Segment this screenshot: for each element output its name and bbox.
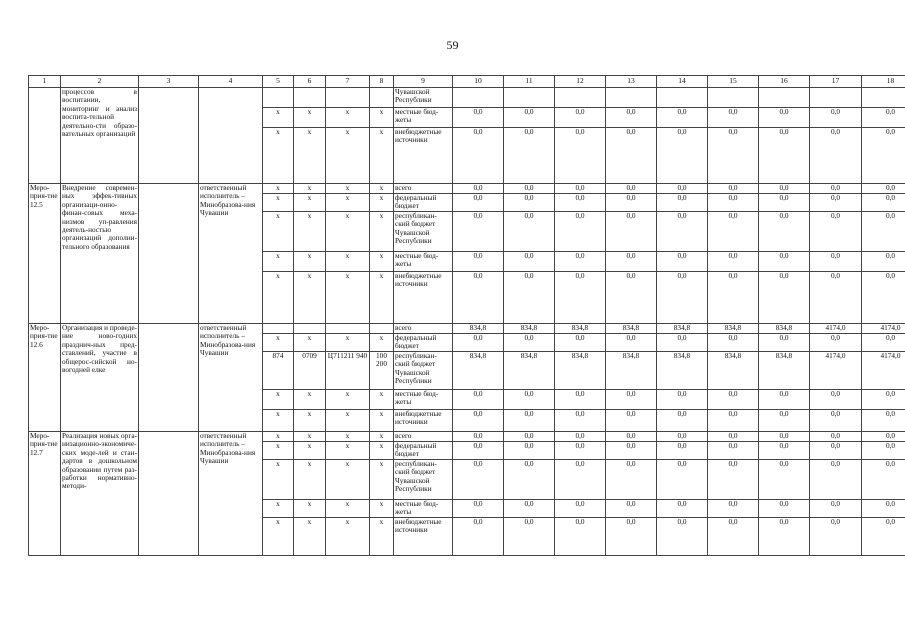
funding-source-cell: Чувашской Республики xyxy=(394,88,453,108)
amount-cell: 0,0 xyxy=(453,410,504,432)
target-article-cell: x xyxy=(326,128,370,184)
expense-type-cell: x xyxy=(370,272,394,324)
amount-cell: 0,0 xyxy=(708,500,759,518)
amount-cell: 0,0 xyxy=(453,128,504,184)
amount-cell: 0,0 xyxy=(453,518,504,556)
amount-cell: 0,0 xyxy=(606,252,657,272)
amount-cell: 0,0 xyxy=(606,334,657,352)
funding-source-cell: внебюджетные источники xyxy=(394,410,453,432)
amount-cell: 0,0 xyxy=(504,500,555,518)
amount-cell xyxy=(657,88,708,108)
amount-cell: 0,0 xyxy=(862,272,905,324)
section-cell: x xyxy=(294,518,326,556)
amount-cell: 834,8 xyxy=(759,324,810,334)
grbs-cell: x xyxy=(263,108,294,128)
executor-cell xyxy=(199,88,263,184)
amount-cell: 0,0 xyxy=(453,432,504,442)
expense-type-cell: x xyxy=(370,442,394,460)
amount-cell: 834,8 xyxy=(504,324,555,334)
funding-source-cell: республикан-ский бюджет Чувашской Республики xyxy=(394,352,453,390)
amount-cell: 0,0 xyxy=(657,460,708,500)
amount-cell xyxy=(504,88,555,108)
amount-cell: 0,0 xyxy=(555,252,606,272)
col3-cell xyxy=(139,184,199,324)
section-cell: x xyxy=(294,390,326,410)
amount-cell: 0,0 xyxy=(708,460,759,500)
grbs-cell xyxy=(263,88,294,108)
table-row xyxy=(29,324,905,334)
section-cell: x xyxy=(294,252,326,272)
amount-cell: 0,0 xyxy=(555,212,606,252)
amount-cell: 0,0 xyxy=(504,108,555,128)
grbs-cell: x xyxy=(263,500,294,518)
amount-cell: 0,0 xyxy=(810,442,862,460)
expense-type-cell: x xyxy=(370,460,394,500)
amount-cell: 0,0 xyxy=(657,252,708,272)
grbs-cell: x xyxy=(263,432,294,442)
header-cell: 8 xyxy=(370,76,394,88)
amount-cell: 0,0 xyxy=(555,272,606,324)
funding-source-cell: местные бюд-жеты xyxy=(394,390,453,410)
header-cell: 12 xyxy=(555,76,606,88)
target-article-cell: x xyxy=(326,184,370,194)
amount-cell: 0,0 xyxy=(606,410,657,432)
amount-cell: 0,0 xyxy=(453,108,504,128)
amount-cell: 0,0 xyxy=(708,334,759,352)
amount-cell: 0,0 xyxy=(708,252,759,272)
amount-cell: 0,0 xyxy=(453,212,504,252)
amount-cell: 0,0 xyxy=(810,194,862,212)
event-code-cell xyxy=(29,88,61,184)
section-cell: x xyxy=(294,194,326,212)
event-name-cell: Внедрение современ-ных эффек-тивных организаци-онно-финан-совых меха-низмов уп-равления деятель-ностью организаций дополни-тельного образования xyxy=(61,184,139,324)
amount-cell: 834,8 xyxy=(555,324,606,334)
amount-cell: 0,0 xyxy=(555,128,606,184)
target-article-cell: x xyxy=(326,334,370,352)
amount-cell: 0,0 xyxy=(862,212,905,252)
target-article-cell: x xyxy=(326,194,370,212)
amount-cell: 0,0 xyxy=(555,194,606,212)
amount-cell: 0,0 xyxy=(862,500,905,518)
funding-source-cell: всего xyxy=(394,184,453,194)
amount-cell: 0,0 xyxy=(657,334,708,352)
amount-cell: 0,0 xyxy=(759,128,810,184)
funding-source-cell: местные бюд-жеты xyxy=(394,500,453,518)
funding-source-cell: внебюджетные источники xyxy=(394,272,453,324)
amount-cell: 0,0 xyxy=(555,432,606,442)
grbs-cell: x xyxy=(263,272,294,324)
grbs-cell: x xyxy=(263,128,294,184)
event-name-cell: процессов в воспитании, мониторинг и анализ воспита-тельной деятельно-сти образо-вательных организаций xyxy=(61,88,139,184)
amount-cell: 0,0 xyxy=(555,334,606,352)
header-cell: 15 xyxy=(708,76,759,88)
amount-cell: 0,0 xyxy=(504,334,555,352)
section-cell: x xyxy=(294,432,326,442)
amount-cell: 0,0 xyxy=(810,184,862,194)
amount-cell: 0,0 xyxy=(759,410,810,432)
expense-type-cell: x xyxy=(370,334,394,352)
amount-cell: 0,0 xyxy=(759,252,810,272)
expense-type-cell: 100 200 xyxy=(370,352,394,390)
amount-cell xyxy=(759,88,810,108)
amount-cell: 0,0 xyxy=(504,518,555,556)
amount-cell: 0,0 xyxy=(810,212,862,252)
amount-cell: 0,0 xyxy=(657,108,708,128)
amount-cell xyxy=(862,88,905,108)
amount-cell: 0,0 xyxy=(708,442,759,460)
header-cell: 5 xyxy=(263,76,294,88)
expense-type-cell: x xyxy=(370,128,394,184)
section-cell: 0709 xyxy=(294,352,326,390)
target-article-cell: x xyxy=(326,432,370,442)
page-number: 59 xyxy=(446,38,459,52)
amount-cell: 0,0 xyxy=(862,194,905,212)
amount-cell: 0,0 xyxy=(555,500,606,518)
amount-cell: 0,0 xyxy=(555,184,606,194)
amount-cell: 0,0 xyxy=(810,128,862,184)
target-article-cell: x xyxy=(326,442,370,460)
grbs-cell: x xyxy=(263,390,294,410)
target-article-cell: x xyxy=(326,272,370,324)
grbs-cell: x xyxy=(263,212,294,252)
expense-type-cell: x xyxy=(370,390,394,410)
amount-cell: 0,0 xyxy=(810,252,862,272)
grbs-cell: x xyxy=(263,194,294,212)
amount-cell: 0,0 xyxy=(657,212,708,252)
amount-cell: 834,8 xyxy=(453,352,504,390)
amount-cell: 0,0 xyxy=(759,194,810,212)
amount-cell: 834,8 xyxy=(453,324,504,334)
amount-cell: 0,0 xyxy=(708,272,759,324)
amount-cell: 0,0 xyxy=(810,410,862,432)
funding-source-cell: республикан-ский бюджет Чувашской Республики xyxy=(394,460,453,500)
amount-cell: 0,0 xyxy=(606,442,657,460)
col3-cell xyxy=(139,432,199,556)
grbs-cell: x xyxy=(263,410,294,432)
executor-cell: ответственный исполнитель – Минобразова-ния Чувашии xyxy=(199,324,263,432)
funding-source-cell: федеральный бюджет xyxy=(394,334,453,352)
amount-cell: 0,0 xyxy=(708,108,759,128)
amount-cell: 0,0 xyxy=(453,460,504,500)
amount-cell: 0,0 xyxy=(453,184,504,194)
grbs-cell: 874 xyxy=(263,352,294,390)
amount-cell: 4174,0 xyxy=(862,352,905,390)
grbs-cell: x xyxy=(263,184,294,194)
section-cell: x xyxy=(294,500,326,518)
amount-cell xyxy=(555,88,606,108)
target-article-cell: x xyxy=(326,500,370,518)
funding-source-cell: всего xyxy=(394,324,453,334)
section-cell: x xyxy=(294,334,326,352)
amount-cell: 834,8 xyxy=(606,324,657,334)
amount-cell: 0,0 xyxy=(810,108,862,128)
amount-cell: 0,0 xyxy=(453,442,504,460)
event-code-cell: Меро-прия-тие 12.6 xyxy=(29,324,61,432)
amount-cell: 834,8 xyxy=(708,352,759,390)
amount-cell: 0,0 xyxy=(555,442,606,460)
header-cell: 2 xyxy=(61,76,139,88)
amount-cell: 0,0 xyxy=(759,460,810,500)
target-article-cell: x xyxy=(326,460,370,500)
amount-cell: 0,0 xyxy=(759,500,810,518)
amount-cell: 0,0 xyxy=(657,410,708,432)
target-article-cell: x xyxy=(326,252,370,272)
target-article-cell xyxy=(326,88,370,108)
grbs-cell: x xyxy=(263,518,294,556)
amount-cell: 0,0 xyxy=(759,518,810,556)
target-article-cell: x xyxy=(326,212,370,252)
amount-cell: 0,0 xyxy=(759,272,810,324)
event-name-cell: Реализация новых орга-низационно-экономиче-ских моде-лей и стан-дартов в дошкольном образовании путем раз-работки нормативно-методи- xyxy=(61,432,139,556)
header-row xyxy=(29,76,905,88)
amount-cell: 0,0 xyxy=(453,334,504,352)
amount-cell: 0,0 xyxy=(606,500,657,518)
header-cell: 4 xyxy=(199,76,263,88)
amount-cell: 0,0 xyxy=(504,194,555,212)
funding-source-cell: внебюджетные источники xyxy=(394,518,453,556)
amount-cell: 0,0 xyxy=(657,500,708,518)
expense-type-cell: x xyxy=(370,410,394,432)
amount-cell: 0,0 xyxy=(606,194,657,212)
funding-source-cell: республикан-ский бюджет Чувашской Республики xyxy=(394,212,453,252)
header-cell: 10 xyxy=(453,76,504,88)
funding-source-cell: федеральный бюджет xyxy=(394,442,453,460)
section-cell: x xyxy=(294,128,326,184)
grbs-cell: x xyxy=(263,460,294,500)
amount-cell: 0,0 xyxy=(504,432,555,442)
amount-cell: 0,0 xyxy=(657,518,708,556)
target-article-cell: x xyxy=(326,410,370,432)
amount-cell: 0,0 xyxy=(862,390,905,410)
amount-cell: 0,0 xyxy=(504,212,555,252)
expense-type-cell: x xyxy=(370,184,394,194)
amount-cell: 0,0 xyxy=(810,334,862,352)
amount-cell: 0,0 xyxy=(555,390,606,410)
amount-cell: 0,0 xyxy=(862,128,905,184)
section-cell: x xyxy=(294,212,326,252)
amount-cell: 0,0 xyxy=(810,432,862,442)
amount-cell: 0,0 xyxy=(606,128,657,184)
section-cell: x xyxy=(294,108,326,128)
table-row xyxy=(29,432,905,442)
header-cell: 9 xyxy=(394,76,453,88)
header-cell: 1 xyxy=(29,76,61,88)
amount-cell: 834,8 xyxy=(708,324,759,334)
col3-cell xyxy=(139,88,199,184)
expense-type-cell: x xyxy=(370,432,394,442)
amount-cell: 0,0 xyxy=(504,460,555,500)
amount-cell: 0,0 xyxy=(606,108,657,128)
grbs-cell: x xyxy=(263,334,294,352)
amount-cell: 0,0 xyxy=(555,518,606,556)
section-cell: x xyxy=(294,410,326,432)
amount-cell: 4174,0 xyxy=(862,324,905,334)
amount-cell: 0,0 xyxy=(708,194,759,212)
amount-cell: 0,0 xyxy=(862,108,905,128)
amount-cell: 0,0 xyxy=(657,272,708,324)
amount-cell: 834,8 xyxy=(657,324,708,334)
amount-cell: 0,0 xyxy=(606,184,657,194)
target-article-cell: x xyxy=(326,518,370,556)
col3-cell xyxy=(139,324,199,432)
amount-cell: 0,0 xyxy=(708,128,759,184)
amount-cell: 0,0 xyxy=(504,410,555,432)
section-cell: x xyxy=(294,442,326,460)
expense-type-cell: x xyxy=(370,500,394,518)
amount-cell: 0,0 xyxy=(504,442,555,460)
amount-cell xyxy=(453,88,504,108)
amount-cell: 0,0 xyxy=(759,212,810,252)
amount-cell: 0,0 xyxy=(708,410,759,432)
amount-cell: 0,0 xyxy=(759,390,810,410)
amount-cell: 0,0 xyxy=(657,194,708,212)
amount-cell xyxy=(708,88,759,108)
section-cell xyxy=(294,88,326,108)
amount-cell: 0,0 xyxy=(504,184,555,194)
amount-cell: 0,0 xyxy=(606,272,657,324)
amount-cell: 0,0 xyxy=(606,212,657,252)
amount-cell: 834,8 xyxy=(606,352,657,390)
table-row xyxy=(29,184,905,194)
target-article-cell: x xyxy=(326,390,370,410)
amount-cell: 0,0 xyxy=(708,390,759,410)
header-cell: 6 xyxy=(294,76,326,88)
expense-type-cell: x xyxy=(370,252,394,272)
amount-cell: 4174,0 xyxy=(810,324,862,334)
amount-cell: 0,0 xyxy=(708,184,759,194)
funding-source-cell: всего xyxy=(394,432,453,442)
header-cell: 14 xyxy=(657,76,708,88)
section-cell xyxy=(294,324,326,334)
funding-source-cell: внебюджетные источники xyxy=(394,128,453,184)
amount-cell: 0,0 xyxy=(606,460,657,500)
amount-cell: 834,8 xyxy=(504,352,555,390)
expense-type-cell: x xyxy=(370,518,394,556)
table-row xyxy=(29,88,905,108)
amount-cell: 0,0 xyxy=(657,390,708,410)
amount-cell xyxy=(810,88,862,108)
expense-type-cell: x xyxy=(370,194,394,212)
expense-type-cell: x xyxy=(370,108,394,128)
amount-cell: 0,0 xyxy=(657,128,708,184)
amount-cell: 0,0 xyxy=(708,518,759,556)
amount-cell: 0,0 xyxy=(555,410,606,432)
amount-cell: 0,0 xyxy=(453,194,504,212)
section-cell: x xyxy=(294,272,326,324)
funding-source-cell: местные бюд-жеты xyxy=(394,108,453,128)
amount-cell: 0,0 xyxy=(504,128,555,184)
amount-cell: 834,8 xyxy=(555,352,606,390)
amount-cell: 4174,0 xyxy=(810,352,862,390)
amount-cell: 0,0 xyxy=(810,518,862,556)
amount-cell: 0,0 xyxy=(759,442,810,460)
amount-cell: 0,0 xyxy=(759,334,810,352)
amount-cell: 0,0 xyxy=(453,500,504,518)
expense-type-cell xyxy=(370,324,394,334)
amount-cell: 0,0 xyxy=(810,272,862,324)
grbs-cell xyxy=(263,324,294,334)
amount-cell: 0,0 xyxy=(862,252,905,272)
amount-cell: 0,0 xyxy=(453,390,504,410)
section-cell: x xyxy=(294,184,326,194)
target-article-cell: Ц711211 940 xyxy=(326,352,370,390)
event-name-cell: Организация и проведе-ние ново-годних празднич-ных пред-ставлений, участие в общерос-сийской но-вогодней елке xyxy=(61,324,139,432)
amount-cell: 0,0 xyxy=(862,184,905,194)
amount-cell: 0,0 xyxy=(657,432,708,442)
budget-table xyxy=(28,75,905,556)
funding-source-cell: местные бюд-жеты xyxy=(394,252,453,272)
section-cell: x xyxy=(294,460,326,500)
amount-cell: 0,0 xyxy=(862,432,905,442)
amount-cell: 0,0 xyxy=(453,252,504,272)
header-cell: 3 xyxy=(139,76,199,88)
header-cell: 18 xyxy=(862,76,905,88)
funding-source-cell: федеральный бюджет xyxy=(394,194,453,212)
amount-cell: 834,8 xyxy=(759,352,810,390)
amount-cell: 0,0 xyxy=(708,432,759,442)
amount-cell: 834,8 xyxy=(657,352,708,390)
amount-cell: 0,0 xyxy=(810,500,862,518)
header-cell: 16 xyxy=(759,76,810,88)
amount-cell: 0,0 xyxy=(657,184,708,194)
event-code-cell: Меро-прия-тие 12.5 xyxy=(29,184,61,324)
amount-cell: 0,0 xyxy=(504,390,555,410)
amount-cell: 0,0 xyxy=(862,460,905,500)
amount-cell: 0,0 xyxy=(862,518,905,556)
amount-cell: 0,0 xyxy=(606,390,657,410)
executor-cell: ответственный исполнитель – Минобразова-ния Чувашии xyxy=(199,432,263,556)
amount-cell: 0,0 xyxy=(453,272,504,324)
header-cell: 13 xyxy=(606,76,657,88)
amount-cell: 0,0 xyxy=(606,518,657,556)
amount-cell: 0,0 xyxy=(759,108,810,128)
target-article-cell: x xyxy=(326,108,370,128)
header-cell: 17 xyxy=(810,76,862,88)
amount-cell: 0,0 xyxy=(504,272,555,324)
amount-cell: 0,0 xyxy=(708,212,759,252)
amount-cell: 0,0 xyxy=(657,442,708,460)
amount-cell: 0,0 xyxy=(555,460,606,500)
expense-type-cell: x xyxy=(370,212,394,252)
amount-cell: 0,0 xyxy=(555,108,606,128)
header-cell: 11 xyxy=(504,76,555,88)
amount-cell: 0,0 xyxy=(810,390,862,410)
target-article-cell xyxy=(326,324,370,334)
amount-cell: 0,0 xyxy=(504,252,555,272)
grbs-cell: x xyxy=(263,442,294,460)
amount-cell: 0,0 xyxy=(606,432,657,442)
amount-cell: 0,0 xyxy=(862,334,905,352)
event-code-cell: Меро-прия-тие 12.7 xyxy=(29,432,61,556)
grbs-cell: x xyxy=(263,252,294,272)
amount-cell: 0,0 xyxy=(759,432,810,442)
amount-cell: 0,0 xyxy=(759,184,810,194)
expense-type-cell xyxy=(370,88,394,108)
header-cell: 7 xyxy=(326,76,370,88)
amount-cell: 0,0 xyxy=(862,442,905,460)
amount-cell xyxy=(606,88,657,108)
executor-cell: ответственный исполнитель – Минобразова-ния Чувашии xyxy=(199,184,263,324)
amount-cell: 0,0 xyxy=(810,460,862,500)
amount-cell: 0,0 xyxy=(862,410,905,432)
